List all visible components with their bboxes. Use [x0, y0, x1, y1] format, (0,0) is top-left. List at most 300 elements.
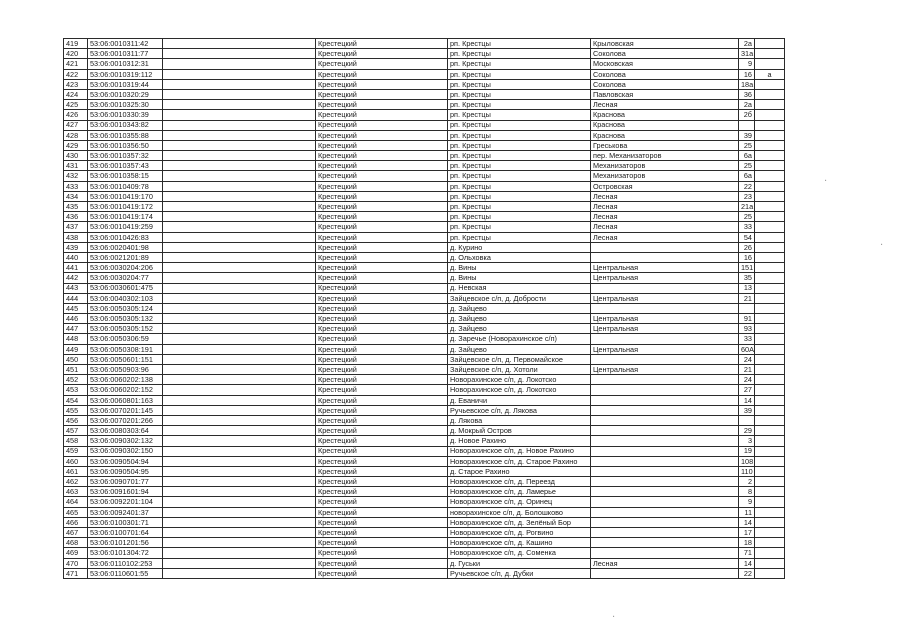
row-number-cell: 451: [64, 365, 88, 375]
row-number-cell: 471: [64, 568, 88, 578]
house-number-cell: 36: [739, 89, 755, 99]
district-cell: Крестецкий: [316, 538, 448, 548]
table-row: [64, 568, 785, 578]
cadastral-number-cell: 53:06:0070201:145: [88, 405, 163, 415]
district-cell: Крестецкий: [316, 232, 448, 242]
locality-cell: новорахинское с/п, д. Болошково: [448, 507, 591, 517]
building-letter-cell: [755, 558, 785, 568]
district-cell: Крестецкий: [316, 273, 448, 283]
street-cell: [591, 497, 739, 507]
house-number-cell: 6а: [739, 151, 755, 161]
table-row: [64, 263, 785, 273]
building-letter-cell: [755, 324, 785, 334]
blank-cell: [163, 334, 316, 344]
house-number-cell: 29: [739, 426, 755, 436]
building-letter-cell: [755, 303, 785, 313]
row-number-cell: 419: [64, 39, 88, 49]
district-cell: Крестецкий: [316, 477, 448, 487]
cadastral-number-cell: 53:06:0101304:72: [88, 548, 163, 558]
district-cell: Крестецкий: [316, 202, 448, 212]
building-letter-cell: [755, 263, 785, 273]
street-cell: Центральная: [591, 344, 739, 354]
table-row: [64, 385, 785, 395]
locality-cell: Новорахинское с/п, д. Зелёный Бор: [448, 517, 591, 527]
blank-cell: [163, 120, 316, 130]
building-letter-cell: [755, 568, 785, 578]
row-number-cell: 424: [64, 89, 88, 99]
district-cell: Крестецкий: [316, 171, 448, 181]
locality-cell: рп. Крестцы: [448, 110, 591, 120]
house-number-cell: 25: [739, 140, 755, 150]
street-cell: [591, 528, 739, 538]
house-number-cell: 33: [739, 222, 755, 232]
table-row: [64, 507, 785, 517]
row-number-cell: 459: [64, 446, 88, 456]
cadastral-number-cell: 53:06:0100701:64: [88, 528, 163, 538]
blank-cell: [163, 497, 316, 507]
street-cell: Лесная: [591, 558, 739, 568]
row-number-cell: 463: [64, 487, 88, 497]
blank-cell: [163, 405, 316, 415]
locality-cell: д. Зайцево: [448, 344, 591, 354]
house-number-cell: 2а: [739, 100, 755, 110]
street-cell: [591, 303, 739, 313]
cadastral-number-cell: 53:06:0010409:78: [88, 181, 163, 191]
house-number-cell: 6а: [739, 171, 755, 181]
house-number-cell: 3: [739, 436, 755, 446]
district-cell: Крестецкий: [316, 120, 448, 130]
street-cell: Лесная: [591, 232, 739, 242]
blank-cell: [163, 395, 316, 405]
locality-cell: Зайцевское с/п, д. Хотоли: [448, 365, 591, 375]
house-number-cell: 25: [739, 161, 755, 171]
district-cell: Крестецкий: [316, 100, 448, 110]
row-number-cell: 442: [64, 273, 88, 283]
cadastral-number-cell: 53:06:0010419:174: [88, 212, 163, 222]
table-row: [64, 59, 785, 69]
street-cell: [591, 477, 739, 487]
building-letter-cell: [755, 426, 785, 436]
district-cell: Крестецкий: [316, 507, 448, 517]
locality-cell: рп. Крестцы: [448, 232, 591, 242]
street-cell: Механизаторов: [591, 161, 739, 171]
building-letter-cell: [755, 334, 785, 344]
table-row: [64, 191, 785, 201]
district-cell: Крестецкий: [316, 395, 448, 405]
district-cell: Крестецкий: [316, 426, 448, 436]
table-row: [64, 49, 785, 59]
row-number-cell: 465: [64, 507, 88, 517]
row-number-cell: 439: [64, 242, 88, 252]
locality-cell: рп. Крестцы: [448, 120, 591, 130]
street-cell: [591, 436, 739, 446]
row-number-cell: 466: [64, 517, 88, 527]
blank-cell: [163, 171, 316, 181]
row-number-cell: 443: [64, 283, 88, 293]
street-cell: Центральная: [591, 324, 739, 334]
district-cell: Крестецкий: [316, 456, 448, 466]
table-row: [64, 39, 785, 49]
row-number-cell: 462: [64, 477, 88, 487]
cadastral-number-cell: 53:06:0010311:42: [88, 39, 163, 49]
table-row: [64, 232, 785, 242]
district-cell: Крестецкий: [316, 263, 448, 273]
row-number-cell: 435: [64, 202, 88, 212]
house-number-cell: 151: [739, 263, 755, 273]
street-cell: Центральная: [591, 263, 739, 273]
scan-speck: ·: [824, 176, 828, 187]
locality-cell: Зайцевское с/п, д. Добрости: [448, 293, 591, 303]
locality-cell: рп. Крестцы: [448, 130, 591, 140]
cadastral-number-cell: 53:06:0060202:152: [88, 385, 163, 395]
cadastral-number-cell: 53:06:0020401:98: [88, 242, 163, 252]
table-row: [64, 497, 785, 507]
row-number-cell: 440: [64, 252, 88, 262]
cadastral-number-cell: 53:06:0010343:82: [88, 120, 163, 130]
row-number-cell: 469: [64, 548, 88, 558]
house-number-cell: 9: [739, 497, 755, 507]
blank-cell: [163, 100, 316, 110]
blank-cell: [163, 517, 316, 527]
table-row: [64, 130, 785, 140]
district-cell: Крестецкий: [316, 436, 448, 446]
house-number-cell: 17: [739, 528, 755, 538]
blank-cell: [163, 59, 316, 69]
building-letter-cell: [755, 415, 785, 425]
cadastral-number-cell: 53:06:0010319:112: [88, 69, 163, 79]
locality-cell: д. Зайцево: [448, 314, 591, 324]
locality-cell: д. Ольховка: [448, 252, 591, 262]
locality-cell: Новорахинское с/п, д. Локотско: [448, 385, 591, 395]
row-number-cell: 460: [64, 456, 88, 466]
table-row: [64, 293, 785, 303]
locality-cell: рп. Крестцы: [448, 222, 591, 232]
district-cell: Крестецкий: [316, 344, 448, 354]
street-cell: Павловская: [591, 89, 739, 99]
street-cell: [591, 252, 739, 262]
house-number-cell: [739, 415, 755, 425]
district-cell: Крестецкий: [316, 375, 448, 385]
building-letter-cell: а: [755, 69, 785, 79]
house-number-cell: 18: [739, 538, 755, 548]
row-number-cell: 426: [64, 110, 88, 120]
locality-cell: Новорахинское с/п, д. Оринец: [448, 497, 591, 507]
house-number-cell: 24: [739, 375, 755, 385]
street-cell: [591, 426, 739, 436]
building-letter-cell: [755, 446, 785, 456]
district-cell: Крестецкий: [316, 324, 448, 334]
house-number-cell: 25: [739, 212, 755, 222]
table-row: [64, 140, 785, 150]
street-cell: [591, 517, 739, 527]
street-cell: Лесная: [591, 191, 739, 201]
building-letter-cell: [755, 507, 785, 517]
table-row: [64, 324, 785, 334]
building-letter-cell: [755, 385, 785, 395]
cadastral-number-cell: 53:06:0050601:151: [88, 354, 163, 364]
building-letter-cell: [755, 314, 785, 324]
row-number-cell: 425: [64, 100, 88, 110]
locality-cell: рп. Крестцы: [448, 140, 591, 150]
locality-cell: рп. Крестцы: [448, 151, 591, 161]
house-number-cell: 91: [739, 314, 755, 324]
blank-cell: [163, 558, 316, 568]
house-number-cell: 21а: [739, 202, 755, 212]
house-number-cell: 9: [739, 59, 755, 69]
row-number-cell: 427: [64, 120, 88, 130]
locality-cell: д. Новое Рахино: [448, 436, 591, 446]
blank-cell: [163, 212, 316, 222]
house-number-cell: 35: [739, 273, 755, 283]
district-cell: Крестецкий: [316, 191, 448, 201]
cadastral-number-cell: 53:06:0050305:132: [88, 314, 163, 324]
building-letter-cell: [755, 375, 785, 385]
cadastral-number-cell: 53:06:0010419:259: [88, 222, 163, 232]
blank-cell: [163, 477, 316, 487]
locality-cell: д. Вины: [448, 263, 591, 273]
cadastral-number-cell: 53:06:0090504:94: [88, 456, 163, 466]
district-cell: Крестецкий: [316, 568, 448, 578]
table-row: [64, 466, 785, 476]
blank-cell: [163, 273, 316, 283]
house-number-cell: 21: [739, 293, 755, 303]
table-row: [64, 405, 785, 415]
locality-cell: д. Мокрый Остров: [448, 426, 591, 436]
row-number-cell: 470: [64, 558, 88, 568]
building-letter-cell: [755, 59, 785, 69]
blank-cell: [163, 89, 316, 99]
house-number-cell: 27: [739, 385, 755, 395]
cadastral-number-cell: 53:06:0091601:94: [88, 487, 163, 497]
street-cell: Центральная: [591, 365, 739, 375]
street-cell: [591, 456, 739, 466]
row-number-cell: 441: [64, 263, 88, 273]
cadastral-number-cell: 53:06:0092401:37: [88, 507, 163, 517]
street-cell: Центральная: [591, 273, 739, 283]
locality-cell: Ручьевское с/п, д. Дубки: [448, 568, 591, 578]
district-cell: Крестецкий: [316, 89, 448, 99]
locality-cell: д. Курино: [448, 242, 591, 252]
blank-cell: [163, 487, 316, 497]
house-number-cell: 16: [739, 69, 755, 79]
locality-cell: д. Заречье (Новорахинское с/п): [448, 334, 591, 344]
street-cell: Механизаторов: [591, 171, 739, 181]
row-number-cell: 467: [64, 528, 88, 538]
locality-cell: Новорахинское с/п, д. Локотско: [448, 375, 591, 385]
building-letter-cell: [755, 405, 785, 415]
district-cell: Крестецкий: [316, 110, 448, 120]
cadastral-number-cell: 53:06:0010426:83: [88, 232, 163, 242]
blank-cell: [163, 161, 316, 171]
blank-cell: [163, 252, 316, 262]
cadastral-number-cell: 53:06:0060801:163: [88, 395, 163, 405]
blank-cell: [163, 344, 316, 354]
blank-cell: [163, 568, 316, 578]
house-number-cell: 26: [739, 242, 755, 252]
cadastral-number-cell: 53:06:0030204:77: [88, 273, 163, 283]
blank-cell: [163, 283, 316, 293]
row-number-cell: 429: [64, 140, 88, 150]
table-row: [64, 334, 785, 344]
table-row: [64, 161, 785, 171]
cadastral-number-cell: 53:06:0010357:43: [88, 161, 163, 171]
building-letter-cell: [755, 191, 785, 201]
blank-cell: [163, 191, 316, 201]
building-letter-cell: [755, 487, 785, 497]
row-number-cell: 458: [64, 436, 88, 446]
cadastral-number-cell: 53:06:0010330:39: [88, 110, 163, 120]
table-row: [64, 100, 785, 110]
house-number-cell: 54: [739, 232, 755, 242]
street-cell: пер. Механизаторов: [591, 151, 739, 161]
table-row: [64, 548, 785, 558]
district-cell: Крестецкий: [316, 212, 448, 222]
street-cell: [591, 446, 739, 456]
row-number-cell: 423: [64, 79, 88, 89]
table-row: [64, 252, 785, 262]
house-number-cell: 110: [739, 466, 755, 476]
table-row: [64, 273, 785, 283]
cadastral-number-cell: 53:06:0050305:124: [88, 303, 163, 313]
cadastral-number-cell: 53:06:0101201:56: [88, 538, 163, 548]
blank-cell: [163, 466, 316, 476]
district-cell: Крестецкий: [316, 59, 448, 69]
district-cell: Крестецкий: [316, 528, 448, 538]
row-number-cell: 454: [64, 395, 88, 405]
house-number-cell: 8: [739, 487, 755, 497]
cadastral-number-cell: 53:06:0050305:152: [88, 324, 163, 334]
locality-cell: Новорахинское с/п, д. Кашино: [448, 538, 591, 548]
scan-speck: ·: [612, 612, 616, 623]
building-letter-cell: [755, 151, 785, 161]
table-row: [64, 79, 785, 89]
house-number-cell: 2б: [739, 110, 755, 120]
row-number-cell: 461: [64, 466, 88, 476]
building-letter-cell: [755, 293, 785, 303]
street-cell: [591, 405, 739, 415]
register-rows: [64, 39, 785, 579]
table-row: [64, 314, 785, 324]
house-number-cell: 22: [739, 181, 755, 191]
building-letter-cell: [755, 39, 785, 49]
building-letter-cell: [755, 242, 785, 252]
table-row: [64, 365, 785, 375]
cadastral-number-cell: 53:06:0050306:59: [88, 334, 163, 344]
row-number-cell: 445: [64, 303, 88, 313]
blank-cell: [163, 110, 316, 120]
building-letter-cell: [755, 49, 785, 59]
blank-cell: [163, 39, 316, 49]
house-number-cell: 71: [739, 548, 755, 558]
table-row: [64, 344, 785, 354]
blank-cell: [163, 507, 316, 517]
blank-cell: [163, 293, 316, 303]
locality-cell: д. Невская: [448, 283, 591, 293]
district-cell: Крестецкий: [316, 558, 448, 568]
building-letter-cell: [755, 538, 785, 548]
building-letter-cell: [755, 161, 785, 171]
cadastral-number-cell: 53:06:0010325:30: [88, 100, 163, 110]
blank-cell: [163, 49, 316, 59]
locality-cell: рп. Крестцы: [448, 181, 591, 191]
house-number-cell: 13: [739, 283, 755, 293]
table-row: [64, 151, 785, 161]
district-cell: Крестецкий: [316, 151, 448, 161]
row-number-cell: 436: [64, 212, 88, 222]
row-number-cell: 452: [64, 375, 88, 385]
locality-cell: Новорахинское с/п, д. Ламерье: [448, 487, 591, 497]
locality-cell: рп. Крестцы: [448, 69, 591, 79]
table-row: [64, 528, 785, 538]
blank-cell: [163, 354, 316, 364]
table-row: [64, 171, 785, 181]
district-cell: Крестецкий: [316, 497, 448, 507]
locality-cell: Новорахинское с/п, д. Новое Рахино: [448, 446, 591, 456]
building-letter-cell: [755, 110, 785, 120]
street-cell: [591, 385, 739, 395]
table-row: [64, 303, 785, 313]
locality-cell: рп. Крестцы: [448, 191, 591, 201]
cadastral-number-cell: 53:06:0010356:50: [88, 140, 163, 150]
district-cell: Крестецкий: [316, 548, 448, 558]
street-cell: Лесная: [591, 222, 739, 232]
cadastral-number-cell: 53:06:0010419:172: [88, 202, 163, 212]
street-cell: Соколова: [591, 49, 739, 59]
street-cell: [591, 568, 739, 578]
district-cell: Крестецкий: [316, 79, 448, 89]
district-cell: Крестецкий: [316, 517, 448, 527]
district-cell: Крестецкий: [316, 39, 448, 49]
building-letter-cell: [755, 100, 785, 110]
house-number-cell: 18а: [739, 79, 755, 89]
district-cell: Крестецкий: [316, 303, 448, 313]
house-number-cell: 108: [739, 456, 755, 466]
street-cell: Центральная: [591, 293, 739, 303]
street-cell: Лесная: [591, 212, 739, 222]
cadastral-number-cell: 53:06:0090302:150: [88, 446, 163, 456]
row-number-cell: 464: [64, 497, 88, 507]
blank-cell: [163, 548, 316, 558]
table-row: [64, 375, 785, 385]
row-number-cell: 468: [64, 538, 88, 548]
cadastral-number-cell: 53:06:0010355:88: [88, 130, 163, 140]
building-letter-cell: [755, 212, 785, 222]
street-cell: [591, 395, 739, 405]
building-letter-cell: [755, 517, 785, 527]
blank-cell: [163, 130, 316, 140]
row-number-cell: 434: [64, 191, 88, 201]
street-cell: Центральная: [591, 314, 739, 324]
cadastral-number-cell: 53:06:0010312:31: [88, 59, 163, 69]
cadastral-number-cell: 53:06:0070201:266: [88, 415, 163, 425]
street-cell: [591, 283, 739, 293]
building-letter-cell: [755, 130, 785, 140]
table-row: [64, 477, 785, 487]
building-letter-cell: [755, 466, 785, 476]
table-row: [64, 202, 785, 212]
district-cell: Крестецкий: [316, 222, 448, 232]
table-row: [64, 212, 785, 222]
house-number-cell: 2а: [739, 39, 755, 49]
locality-cell: рп. Крестцы: [448, 171, 591, 181]
building-letter-cell: [755, 395, 785, 405]
street-cell: Краснова: [591, 110, 739, 120]
blank-cell: [163, 375, 316, 385]
scan-speck: ·: [880, 240, 884, 251]
street-cell: Краснова: [591, 130, 739, 140]
blank-cell: [163, 222, 316, 232]
blank-cell: [163, 415, 316, 425]
